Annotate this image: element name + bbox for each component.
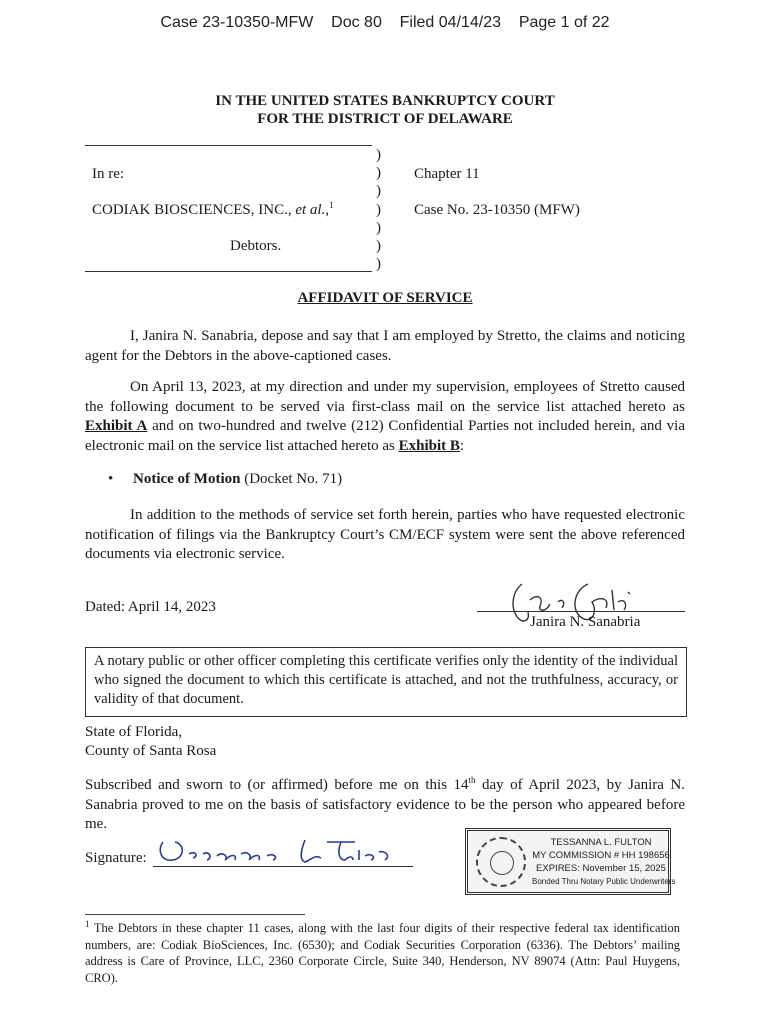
page-number: Page 1 of 22 [518,14,610,31]
in-re-label: In re: [92,166,125,182]
notary-notice-box: A notary public or other officer completing this certificate verifies only the identity of the individual who signed the document to which this certificate is attached, and not the truthfulness, accuracy, or validity of that document. [85,647,687,717]
caption-parentheses: ) ) ) ) ) ) ) [376,147,381,273]
court-title-line-2: FOR THE DISTRICT OF DELAWARE [257,111,513,127]
debtor-name: CODIAK BIOSCIENCES, INC., et al.,$^1$ [92,200,334,218]
court-title [0,92,770,128]
debtors-label: Debtors. [230,238,282,254]
affidavit-title: AFFIDAVIT OF SERVICE [297,290,473,306]
case-number: Case 23-10350-MFW [160,14,314,31]
paragraph-employment: I, Janira N. Sanabria, depose and say that I am employed by Stretto, the claims and noticing agent for the Debtors in the above-captioned cases. [85,328,685,364]
exhibit-b-ref: Exhibit B [398,437,460,454]
chapter-label: Chapter 11 [414,166,480,182]
signature-label: Signature: [85,850,147,866]
filed-date: Filed 04/14/23 [399,14,502,31]
caption-top-rule [85,145,372,146]
court-title-line-1: IN THE UNITED STATES BANKRUPTCY COURT [215,93,555,109]
footnote [85,920,680,986]
served-document-title: Notice of Motion [133,471,241,487]
dated-line: Dated: April 14, 2023 [85,599,216,615]
ecf-header [0,14,770,32]
jurat-paragraph: Subscribed and sworn to (or affirmed) before me on this 14th day of April 2023, by Janira N. Sanabria proved to me on the basis of satisfactory evidence to be the person who appeared before me. [85,775,685,832]
affiant-signature-line [477,611,685,612]
exhibit-a-ref: Exhibit A [85,418,148,434]
footnote-text: The Debtors in these chapter 11 cases, along with the last four digits of their respective federal tax identification numbers, are: Codiak BioSciences, Inc. (6530); and Codiak Securities Corporation (6336). The Debtors’ mailing address is Care of Province, LLC, 2360 Corporate Circle, Suite 340, Henderson, NV 89074 (Attn: Paul Huygens, CRO). [85,921,680,985]
footnote-rule [85,914,305,915]
footnote-reference: 1 [329,200,334,210]
venue-state: State of Florida, [85,724,183,740]
doc-number: Doc 80 [331,14,382,31]
notary-stamp [465,828,676,895]
notary-seal-icon [476,837,526,887]
paragraph-ecf: In addition to the methods of service set forth herein, parties who have requested electronic notification of filings via the Bankruptcy Court’s CM/ECF system were sent the above referenced documents via electronic service. [85,507,685,562]
notary-stamp-text: TESSANNA L. FULTON MY COMMISSION # HH 198656 EXPIRES: November 15, 2025 Bonded Thru Notary Public Underwriters [532,837,676,886]
caption-bottom-rule [85,271,372,272]
footnote-number: 1 [85,918,90,929]
served-document-item: • Notice of Motion (Docket No. 71) [108,471,343,487]
venue-county: County of Santa Rosa [85,743,217,759]
notary-signature-image [155,832,415,872]
affiant-name: Janira N. Sanabria [530,614,641,630]
paragraph-service: On April 13, 2023, at my direction and under my supervision, employees of Stretto caused the following document to be served via first-class mail on the service list attached hereto as Exhibit A and on two-hundred and twelve (212) Confidential Parties not included herein, and via electronic mail on the service list attached hereto as Exhibit B: [85,379,685,454]
case-number-label: Case No. 23-10350 (MFW) [414,202,580,218]
served-document-docket: (Docket No. 71) [240,471,343,487]
